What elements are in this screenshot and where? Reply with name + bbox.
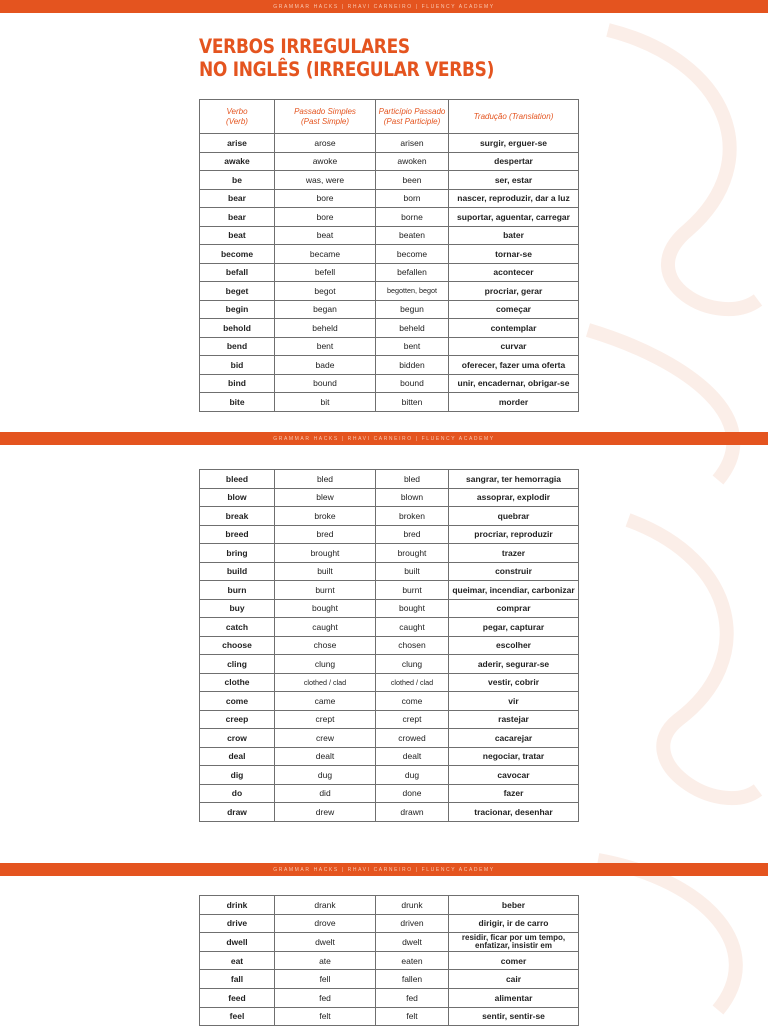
cell-past-participle: been — [376, 171, 449, 190]
cell-past-participle: come — [376, 692, 449, 711]
table-row — [200, 636, 579, 655]
cell-translation: construir — [449, 562, 579, 581]
cell-past-participle: crowed — [376, 729, 449, 748]
cell-base-form: dwell — [200, 933, 275, 952]
cell-translation: oferecer, fazer uma oferta — [449, 356, 579, 375]
cell-base-form: feed — [200, 988, 275, 1007]
table-row — [200, 914, 579, 933]
cell-past-simple: dealt — [275, 747, 376, 766]
cell-base-form: bind — [200, 374, 275, 393]
cell-past-participle: bitten — [376, 393, 449, 412]
cell-base-form: fall — [200, 970, 275, 989]
cell-base-form: bleed — [200, 470, 275, 489]
cell-translation: começar — [449, 300, 579, 319]
cell-past-simple: bade — [275, 356, 376, 375]
cell-past-simple: fell — [275, 970, 376, 989]
cell-base-form: arise — [200, 134, 275, 153]
cell-past-participle: drunk — [376, 896, 449, 915]
cell-past-simple: befell — [275, 263, 376, 282]
cell-past-participle: awoken — [376, 152, 449, 171]
table-row — [200, 729, 579, 748]
cell-translation: sangrar, ter hemorragia — [449, 470, 579, 489]
cell-base-form: clothe — [200, 673, 275, 692]
cell-translation: nascer, reproduzir, dar a luz — [449, 189, 579, 208]
cell-base-form: come — [200, 692, 275, 711]
cell-past-simple: clothed / clad — [275, 673, 376, 692]
cell-translation: ser, estar — [449, 171, 579, 190]
page-divider-bar — [0, 432, 768, 445]
cell-past-participle: begotten, begot — [376, 282, 449, 301]
cell-base-form: catch — [200, 618, 275, 637]
table-row — [200, 747, 579, 766]
cell-past-participle: burnt — [376, 581, 449, 600]
table-row — [200, 171, 579, 190]
cell-translation: procriar, gerar — [449, 282, 579, 301]
cell-base-form: begin — [200, 300, 275, 319]
cell-base-form: choose — [200, 636, 275, 655]
table-row — [200, 970, 579, 989]
cell-past-participle: broken — [376, 507, 449, 526]
table-row — [200, 618, 579, 637]
cell-translation: suportar, aguentar, carregar — [449, 208, 579, 227]
table-row — [200, 470, 579, 489]
table-row — [200, 263, 579, 282]
cell-base-form: crow — [200, 729, 275, 748]
cell-past-simple: was, were — [275, 171, 376, 190]
cell-translation: despertar — [449, 152, 579, 171]
cell-translation: pegar, capturar — [449, 618, 579, 637]
table-row — [200, 710, 579, 729]
divider-bar-text: GRAMMAR HACKS | RHAVI CARNEIRO | FLUENCY ACADEMY — [273, 435, 495, 442]
column-header-past-participle: Particípio Passado (Past Participle) — [376, 100, 449, 134]
title-main: NO INGLÊS — [199, 58, 306, 82]
table-row — [200, 581, 579, 600]
cell-past-participle: bidden — [376, 356, 449, 375]
cell-translation: trazer — [449, 544, 579, 563]
cell-base-form: bid — [200, 356, 275, 375]
cell-translation: acontecer — [449, 263, 579, 282]
table-row — [200, 300, 579, 319]
table-row — [200, 208, 579, 227]
cell-base-form: feel — [200, 1007, 275, 1026]
cell-base-form: eat — [200, 951, 275, 970]
cell-past-simple: dwelt — [275, 933, 376, 952]
cell-past-participle: bled — [376, 470, 449, 489]
cell-base-form: buy — [200, 599, 275, 618]
cell-base-form: creep — [200, 710, 275, 729]
cell-past-simple: beat — [275, 226, 376, 245]
cell-base-form: beat — [200, 226, 275, 245]
cell-past-participle: bred — [376, 525, 449, 544]
cell-past-simple: arose — [275, 134, 376, 153]
column-header-translation: Tradução (Translation) — [449, 100, 579, 134]
cell-past-participle: eaten — [376, 951, 449, 970]
cell-translation: morder — [449, 393, 579, 412]
cell-past-simple: bit — [275, 393, 376, 412]
cell-base-form: bend — [200, 337, 275, 356]
cell-past-participle: bound — [376, 374, 449, 393]
cell-translation: procriar, reproduzir — [449, 525, 579, 544]
cell-translation: curvar — [449, 337, 579, 356]
cell-past-simple: drove — [275, 914, 376, 933]
cell-past-participle: dug — [376, 766, 449, 785]
table-row — [200, 803, 579, 822]
cell-base-form: be — [200, 171, 275, 190]
table-row — [200, 134, 579, 153]
cell-past-simple: felt — [275, 1007, 376, 1026]
cell-base-form: befall — [200, 263, 275, 282]
cell-translation: bater — [449, 226, 579, 245]
cell-translation: beber — [449, 896, 579, 915]
cell-past-participle: borne — [376, 208, 449, 227]
cell-past-participle: fallen — [376, 970, 449, 989]
cell-translation: surgir, erguer-se — [449, 134, 579, 153]
title-paren: (IRREGULAR VERBS) — [305, 58, 495, 82]
cell-past-simple: caught — [275, 618, 376, 637]
cell-past-simple: dug — [275, 766, 376, 785]
cell-translation: alimentar — [449, 988, 579, 1007]
cell-past-participle: fed — [376, 988, 449, 1007]
cell-past-participle: beaten — [376, 226, 449, 245]
cell-base-form: dig — [200, 766, 275, 785]
cell-base-form: do — [200, 784, 275, 803]
cell-past-participle: beheld — [376, 319, 449, 338]
cell-past-participle: arisen — [376, 134, 449, 153]
cell-base-form: behold — [200, 319, 275, 338]
cell-base-form: cling — [200, 655, 275, 674]
cell-past-participle: brought — [376, 544, 449, 563]
cell-past-participle: caught — [376, 618, 449, 637]
cell-base-form: beget — [200, 282, 275, 301]
cell-base-form: bear — [200, 189, 275, 208]
cell-translation: cacarejar — [449, 729, 579, 748]
cell-base-form: awake — [200, 152, 275, 171]
table-row — [200, 152, 579, 171]
cell-past-simple: broke — [275, 507, 376, 526]
table-row — [200, 393, 579, 412]
table-row — [200, 282, 579, 301]
cell-translation: residir, ficar por um tempo, enfatizar, insistir em — [449, 933, 579, 952]
cell-translation: sentir, sentir-se — [449, 1007, 579, 1026]
cell-base-form: drive — [200, 914, 275, 933]
table-row — [200, 673, 579, 692]
cell-past-simple: became — [275, 245, 376, 264]
table-row — [200, 245, 579, 264]
table-row — [200, 692, 579, 711]
cell-past-participle: dwelt — [376, 933, 449, 952]
cell-past-simple: chose — [275, 636, 376, 655]
cell-past-simple: begot — [275, 282, 376, 301]
cell-past-simple: drank — [275, 896, 376, 915]
table-row — [200, 525, 579, 544]
cell-past-simple: bled — [275, 470, 376, 489]
cell-translation: unir, encadernar, obrigar-se — [449, 374, 579, 393]
cell-past-participle: blown — [376, 488, 449, 507]
cell-past-simple: burnt — [275, 581, 376, 600]
cell-past-participle: befallen — [376, 263, 449, 282]
cell-base-form: build — [200, 562, 275, 581]
cell-translation: comer — [449, 951, 579, 970]
cell-past-participle: bought — [376, 599, 449, 618]
cell-past-participle: begun — [376, 300, 449, 319]
cell-past-participle: felt — [376, 1007, 449, 1026]
cell-translation: aderir, segurar-se — [449, 655, 579, 674]
cell-base-form: deal — [200, 747, 275, 766]
verbs-table-page3 — [199, 895, 579, 1026]
cell-past-participle: clothed / clad — [376, 673, 449, 692]
page-divider-bar — [0, 863, 768, 876]
cell-past-simple: fed — [275, 988, 376, 1007]
table-row — [200, 507, 579, 526]
cell-past-participle: drawn — [376, 803, 449, 822]
cell-translation: fazer — [449, 784, 579, 803]
cell-past-participle: chosen — [376, 636, 449, 655]
cell-past-simple: brought — [275, 544, 376, 563]
cell-translation: assoprar, explodir — [449, 488, 579, 507]
cell-past-simple: began — [275, 300, 376, 319]
cell-past-participle: become — [376, 245, 449, 264]
table-row — [200, 189, 579, 208]
cell-base-form: become — [200, 245, 275, 264]
cell-base-form: bear — [200, 208, 275, 227]
table-row — [200, 562, 579, 581]
header-bar-text: GRAMMAR HACKS | RHAVI CARNEIRO | FLUENCY ACADEMY — [273, 3, 495, 10]
cell-past-simple: crept — [275, 710, 376, 729]
cell-past-simple: bore — [275, 189, 376, 208]
cell-past-participle: crept — [376, 710, 449, 729]
table-row — [200, 896, 579, 915]
table-row — [200, 933, 579, 952]
cell-past-simple: clung — [275, 655, 376, 674]
cell-past-simple: beheld — [275, 319, 376, 338]
table-row — [200, 1007, 579, 1026]
cell-past-simple: came — [275, 692, 376, 711]
table-row — [200, 784, 579, 803]
cell-translation: tracionar, desenhar — [449, 803, 579, 822]
cell-past-participle: driven — [376, 914, 449, 933]
cell-past-simple: crew — [275, 729, 376, 748]
table-row — [200, 766, 579, 785]
cell-base-form: drink — [200, 896, 275, 915]
cell-translation: comprar — [449, 599, 579, 618]
table-row — [200, 319, 579, 338]
header-bar — [0, 0, 768, 13]
column-header-past-simple: Passado Simples (Past Simple) — [275, 100, 376, 134]
table-row — [200, 544, 579, 563]
cell-past-simple: bound — [275, 374, 376, 393]
cell-past-simple: built — [275, 562, 376, 581]
cell-base-form: blow — [200, 488, 275, 507]
cell-translation: cavocar — [449, 766, 579, 785]
cell-base-form: bite — [200, 393, 275, 412]
column-header-verb: Verbo (Verb) — [200, 100, 275, 134]
cell-past-simple: did — [275, 784, 376, 803]
cell-translation: queimar, incendiar, carbonizar — [449, 581, 579, 600]
table-row — [200, 599, 579, 618]
cell-translation: negociar, tratar — [449, 747, 579, 766]
cell-past-simple: bought — [275, 599, 376, 618]
cell-past-simple: drew — [275, 803, 376, 822]
cell-past-simple: bore — [275, 208, 376, 227]
cell-translation: vestir, cobrir — [449, 673, 579, 692]
verbs-table-page1 — [199, 99, 579, 412]
table-row — [200, 356, 579, 375]
cell-base-form: break — [200, 507, 275, 526]
cell-past-participle: built — [376, 562, 449, 581]
cell-translation: vir — [449, 692, 579, 711]
divider-bar-text: GRAMMAR HACKS | RHAVI CARNEIRO | FLUENCY ACADEMY — [273, 866, 495, 873]
cell-past-simple: blew — [275, 488, 376, 507]
table-row — [200, 951, 579, 970]
cell-translation: tornar-se — [449, 245, 579, 264]
table-row — [200, 488, 579, 507]
cell-past-simple: bent — [275, 337, 376, 356]
cell-past-participle: bent — [376, 337, 449, 356]
cell-translation: dirigir, ir de carro — [449, 914, 579, 933]
table-row — [200, 226, 579, 245]
page-title-line1: VERBOS IRREGULARES — [199, 35, 410, 59]
cell-base-form: breed — [200, 525, 275, 544]
cell-translation: contemplar — [449, 319, 579, 338]
table-row — [200, 988, 579, 1007]
page-title-line2 — [199, 58, 495, 82]
cell-translation: quebrar — [449, 507, 579, 526]
table-header-row — [200, 100, 579, 134]
table-row — [200, 337, 579, 356]
cell-translation: rastejar — [449, 710, 579, 729]
cell-past-participle: dealt — [376, 747, 449, 766]
cell-past-participle: clung — [376, 655, 449, 674]
cell-past-simple: awoke — [275, 152, 376, 171]
cell-base-form: draw — [200, 803, 275, 822]
verbs-table-page2 — [199, 469, 579, 822]
table-row — [200, 655, 579, 674]
cell-base-form: bring — [200, 544, 275, 563]
cell-base-form: burn — [200, 581, 275, 600]
table-row — [200, 374, 579, 393]
cell-translation: cair — [449, 970, 579, 989]
cell-past-participle: born — [376, 189, 449, 208]
cell-past-participle: done — [376, 784, 449, 803]
cell-translation: escolher — [449, 636, 579, 655]
cell-past-simple: bred — [275, 525, 376, 544]
cell-past-simple: ate — [275, 951, 376, 970]
